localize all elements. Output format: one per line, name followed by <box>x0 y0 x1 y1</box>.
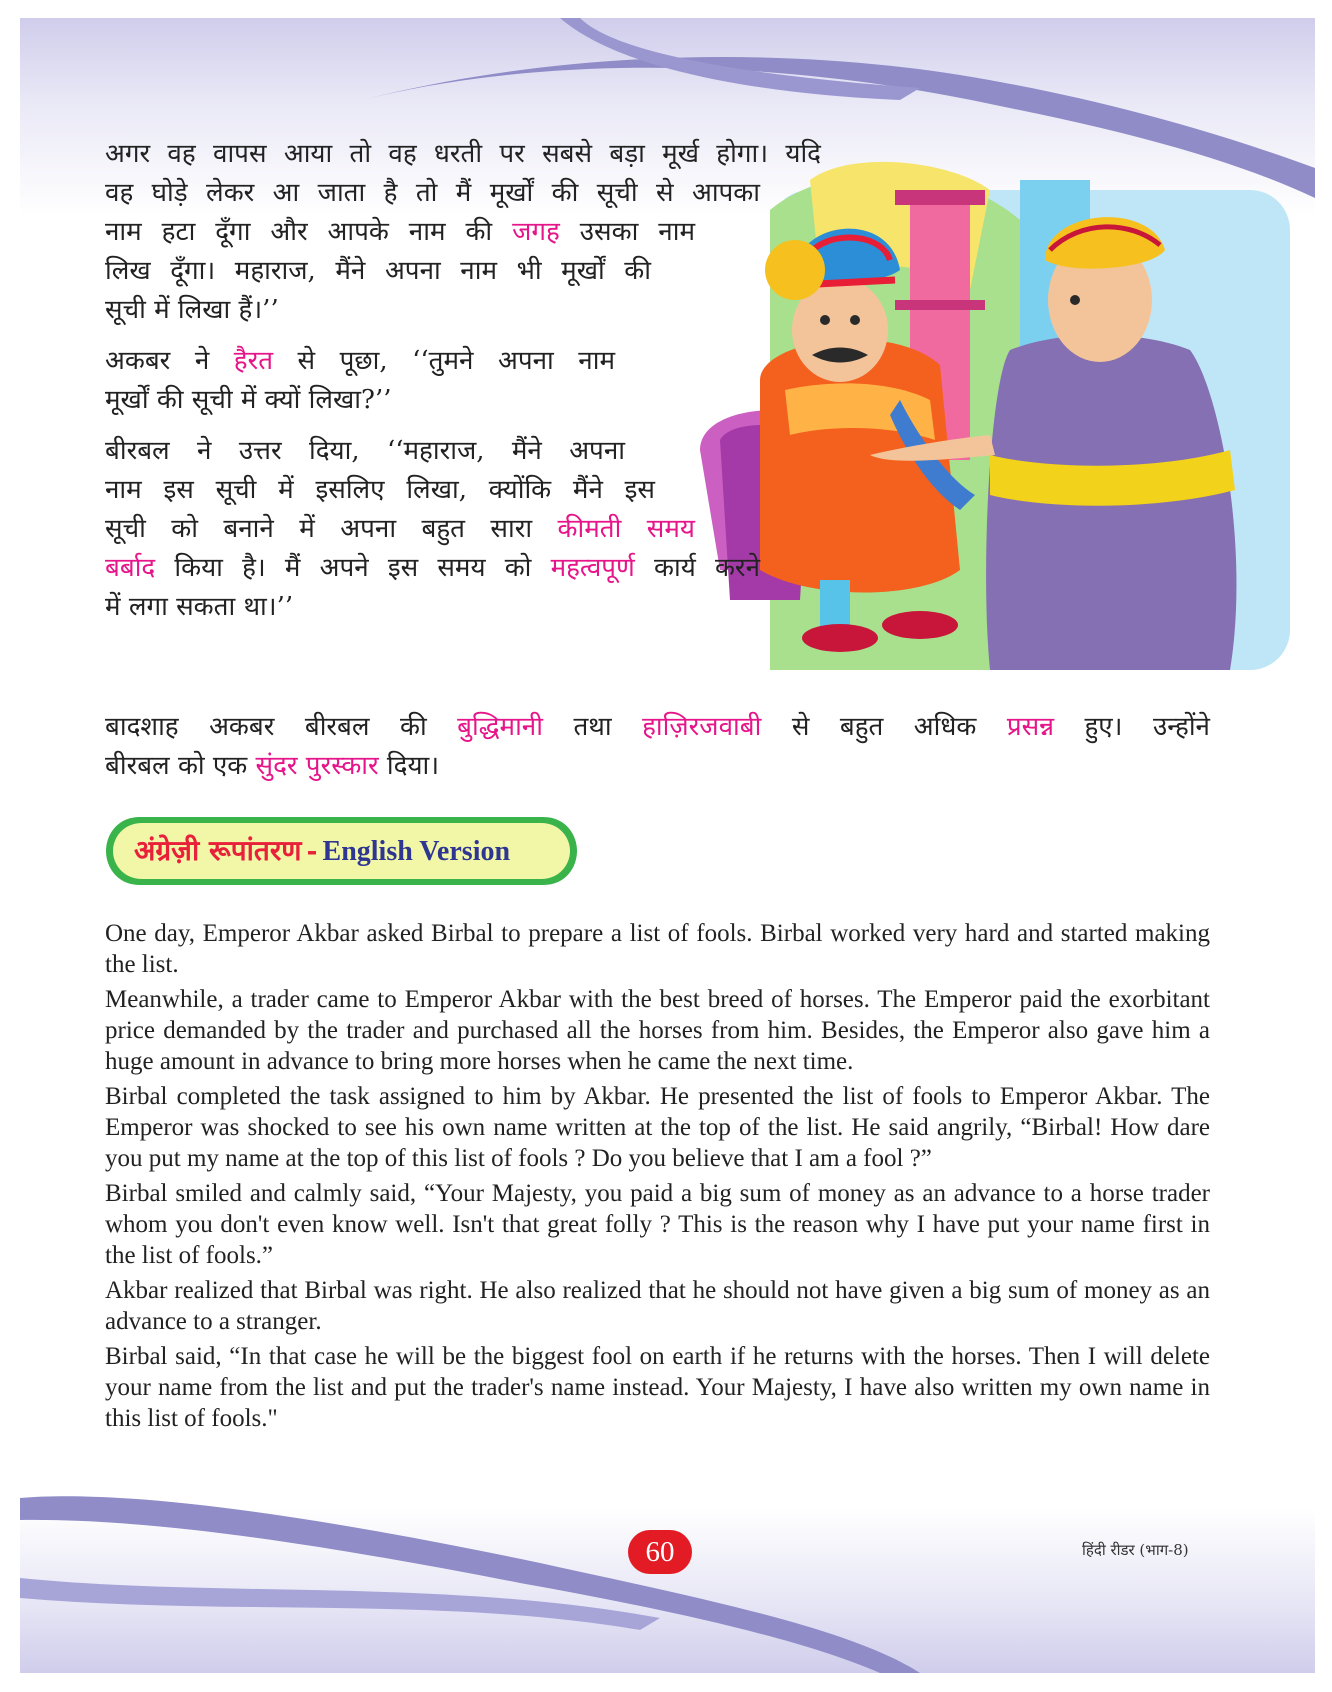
page-number: 60 <box>628 1530 692 1574</box>
highlighted-word: हाज़िरजवाबी <box>642 712 762 742</box>
hindi-line: सूची को बनाने में अपना बहुत सारा कीमती समय <box>105 514 695 544</box>
hindi-line: बादशाह अकबर बीरबल की बुद्धिमानी तथा हाज़िरजवाबी से बहुत अधिक प्रसन्न हुए। उन्होंने <box>105 712 1210 742</box>
highlighted-word: हैरत <box>233 346 274 376</box>
badge-english-label: English Version <box>322 836 511 867</box>
english-version-badge <box>104 815 579 887</box>
hindi-line: नाम इस सूची में इसलिए लिखा, क्योंकि मैंने इस <box>105 475 655 505</box>
hindi-line: नाम हटा दूँगा और आपके नाम की जगह उसका नाम <box>105 217 695 247</box>
hindi-line: में लगा सकता था।’’ <box>105 592 294 622</box>
hindi-paragraph <box>105 432 821 627</box>
highlighted-word: बुद्धिमानी <box>457 712 543 742</box>
english-paragraph: Meanwhile, a trader came to Emperor Akbar with the best breed of horses. The Emperor paid the exorbitant price demanded by the trader and purchased all the horses from him. Besides, the Emperor also gave him a huge amount in advance to bring more horses when he came the next time. <box>105 986 1210 1075</box>
highlighted-word: सुंदर पुरस्कार <box>255 751 379 781</box>
hindi-line: वह घोड़े लेकर आ जाता है तो मैं मूर्खों की सूची से आपका <box>105 178 760 208</box>
highlighted-word: जगह <box>512 217 560 247</box>
badge-hindi-label: अंग्रेज़ी रूपांतरण <box>134 834 302 867</box>
hindi-closing-paragraph <box>105 708 1210 786</box>
english-paragraph: Akbar realized that Birbal was right. He also realized that he should not have given a big sum of money as an advance to a stranger. <box>105 1277 1210 1335</box>
hindi-paragraph <box>105 342 821 420</box>
hindi-line: अगर वह वापस आया तो वह धरती पर सबसे बड़ा मूर्ख होगा। यदि <box>105 139 821 169</box>
highlighted-word: कीमती समय <box>557 514 695 544</box>
hindi-line: सूची में लिखा हैं।’’ <box>105 295 279 325</box>
badge-separator: - <box>306 837 318 867</box>
hindi-line: बर्बाद किया है। मैं अपने इस समय को महत्वपूर्ण कार्य करने <box>105 553 760 583</box>
english-paragraph: One day, Emperor Akbar asked Birbal to prepare a list of fools. Birbal worked very hard and started making the list. <box>105 920 1210 978</box>
english-paragraph: Birbal smiled and calmly said, “Your Majesty, you paid a big sum of money as an advance to a horse trader whom you don't even know well. Isn't that great folly ? This is the reason why I have put your name first in the list of fools.” <box>105 1180 1210 1269</box>
hindi-line: बीरबल ने उत्तर दिया, ‘‘महाराज, मैंने अपना <box>105 436 625 466</box>
english-story-text <box>105 918 1210 1438</box>
hindi-story-text <box>105 135 821 627</box>
highlighted-word: बर्बाद <box>105 553 156 583</box>
hindi-paragraph <box>105 135 821 330</box>
highlighted-word: प्रसन्न <box>1006 712 1055 742</box>
english-paragraph: Birbal completed the task assigned to him by Akbar. He presented the list of fools to Emperor Akbar. The Emperor was shocked to see his own name written at the top of the list. He said angrily, “Birbal! How dare you put my name at the top of this list of fools ? Do you believe that I am a fool ?” <box>105 1083 1210 1172</box>
book-title: हिंदी रीडर (भाग-8) <box>1082 1541 1189 1559</box>
hindi-line: अकबर ने हैरत से पूछा, ‘‘तुमने अपना नाम <box>105 346 615 376</box>
hindi-line: मूर्खों की सूची में क्यों लिखा?’’ <box>105 385 392 415</box>
hindi-line: बीरबल को एक सुंदर पुरस्कार दिया। <box>105 751 440 781</box>
highlighted-word: महत्वपूर्ण <box>550 553 635 583</box>
hindi-line: लिख दूँगा। महाराज, मैंने अपना नाम भी मूर्खों की <box>105 256 651 286</box>
english-paragraph: Birbal said, “In that case he will be the biggest fool on earth if he returns with the horses. Then I will delete your name from the list and put the trader's name instead. Your Majesty, I have also written my own name in this list of fools." <box>105 1343 1210 1432</box>
badge-text <box>134 831 510 869</box>
